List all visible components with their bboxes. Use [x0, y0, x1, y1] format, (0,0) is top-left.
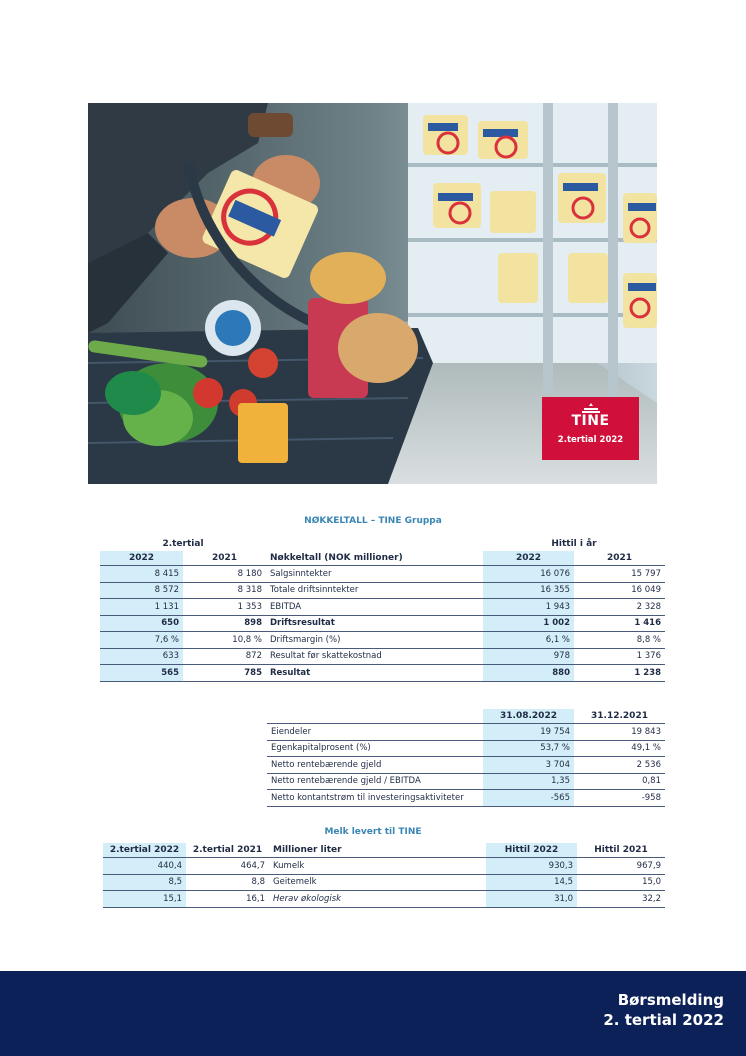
cell: 1 943	[483, 599, 574, 616]
cell: 32,2	[577, 891, 665, 908]
table-row	[100, 648, 665, 665]
cell: 2 328	[574, 599, 665, 616]
key-figures-table	[100, 537, 665, 682]
header-label: Millioner liter	[269, 843, 486, 858]
cell: -958	[574, 790, 665, 807]
cell: 1,35	[483, 773, 574, 790]
row-label: Netto rentebærende gjeld / EBITDA	[267, 773, 483, 790]
cell: 10,8 %	[183, 632, 266, 649]
cell: 31,0	[486, 891, 577, 908]
row-label: Egenkapitalprosent (%)	[267, 740, 483, 757]
footer-banner	[0, 971, 746, 1056]
header-ytd-2021: Hittil 2021	[577, 843, 665, 858]
row-label: EBITDA	[266, 599, 483, 616]
cell: 19 754	[483, 724, 574, 741]
table-row	[267, 773, 665, 790]
header-tertial-2022: 2.tertial 2022	[103, 843, 186, 858]
footer-title: Børsmelding	[617, 991, 724, 1009]
key-figures-group-row	[100, 537, 665, 551]
cell: 8 318	[183, 582, 266, 599]
table-row	[100, 615, 665, 632]
milk-table	[103, 843, 665, 908]
header-2022-b: 2022	[483, 551, 574, 566]
cell: 650	[100, 615, 183, 632]
cell: 15 797	[574, 566, 665, 583]
cell: 8,8	[186, 874, 269, 891]
table-row	[100, 665, 665, 682]
tine-brand-label: TINE	[571, 413, 610, 429]
cell: 3 704	[483, 757, 574, 774]
cell: 16 049	[574, 582, 665, 599]
row-label: Eiendeler	[267, 724, 483, 741]
cell: 15,1	[103, 891, 186, 908]
cell: 633	[100, 648, 183, 665]
table-row	[100, 632, 665, 649]
cell: 872	[183, 648, 266, 665]
key-figures-title: NØKKELTALL – TINE Gruppa	[304, 516, 442, 526]
cell: 16 355	[483, 582, 574, 599]
header-tertial-2021: 2.tertial 2021	[186, 843, 269, 858]
cell: 49,1 %	[574, 740, 665, 757]
header-2021-a: 2021	[183, 551, 266, 566]
cell: 16,1	[186, 891, 269, 908]
cell: 8,8 %	[574, 632, 665, 649]
tine-logo-badge	[542, 397, 639, 460]
cell: 1 353	[183, 599, 266, 616]
cell: 1 238	[574, 665, 665, 682]
table-row	[100, 599, 665, 616]
milk-header-row	[103, 843, 665, 858]
header-label: Nøkkeltall (NOK millioner)	[266, 551, 483, 566]
cell: 15,0	[577, 874, 665, 891]
cell: 978	[483, 648, 574, 665]
cell: 14,5	[486, 874, 577, 891]
header-2022-a: 2022	[100, 551, 183, 566]
cell: 8 572	[100, 582, 183, 599]
cell: 8 180	[183, 566, 266, 583]
key-figures-header-row	[100, 551, 665, 566]
row-label: Netto rentebærende gjeld	[267, 757, 483, 774]
cell: 464,7	[186, 858, 269, 875]
row-label: Totale driftsinntekter	[266, 582, 483, 599]
balance-table	[267, 709, 665, 807]
cell: 880	[483, 665, 574, 682]
header-ytd-2022: Hittil 2022	[486, 843, 577, 858]
balance-header-row	[267, 709, 665, 724]
table-row	[267, 757, 665, 774]
row-label: Herav økologisk	[269, 891, 486, 908]
cell: 440,4	[103, 858, 186, 875]
cell: 16 076	[483, 566, 574, 583]
cell: 967,9	[577, 858, 665, 875]
table-row	[100, 566, 665, 583]
header-date-a: 31.08.2022	[483, 709, 574, 724]
row-label: Driftsmargin (%)	[266, 632, 483, 649]
cell: 1 376	[574, 648, 665, 665]
row-label: Resultat før skattekostnad	[266, 648, 483, 665]
row-label: Netto kontantstrøm til investeringsaktiviteter	[267, 790, 483, 807]
cell: 8,5	[103, 874, 186, 891]
table-row	[103, 874, 665, 891]
cell: 0,81	[574, 773, 665, 790]
row-label: Salgsinntekter	[266, 566, 483, 583]
table-row	[103, 891, 665, 908]
milk-title: Melk levert til TINE	[324, 827, 422, 837]
group-left-label: 2.tertial	[162, 539, 204, 549]
footer-subtitle: 2. tertial 2022	[603, 1011, 724, 1029]
cell: 19 843	[574, 724, 665, 741]
row-label: Kumelk	[269, 858, 486, 875]
table-row	[103, 858, 665, 875]
header-2021-b: 2021	[574, 551, 665, 566]
row-label: Resultat	[266, 665, 483, 682]
cell: 7,6 %	[100, 632, 183, 649]
group-right-label: Hittil i år	[551, 539, 597, 549]
table-row	[267, 790, 665, 807]
header-date-b: 31.12.2021	[574, 709, 665, 724]
cell: 565	[100, 665, 183, 682]
cell: 6,1 %	[483, 632, 574, 649]
cell: 1 131	[100, 599, 183, 616]
table-row	[267, 740, 665, 757]
tine-period-label: 2.tertial 2022	[557, 435, 624, 445]
cell: -565	[483, 790, 574, 807]
cell: 8 415	[100, 566, 183, 583]
cell: 898	[183, 615, 266, 632]
row-label: Driftsresultat	[266, 615, 483, 632]
cell: 785	[183, 665, 266, 682]
table-row	[100, 582, 665, 599]
cell: 53,7 %	[483, 740, 574, 757]
cell: 2 536	[574, 757, 665, 774]
cell: 1 416	[574, 615, 665, 632]
cell: 1 002	[483, 615, 574, 632]
row-label: Geitemelk	[269, 874, 486, 891]
cell: 930,3	[486, 858, 577, 875]
table-row	[267, 724, 665, 741]
